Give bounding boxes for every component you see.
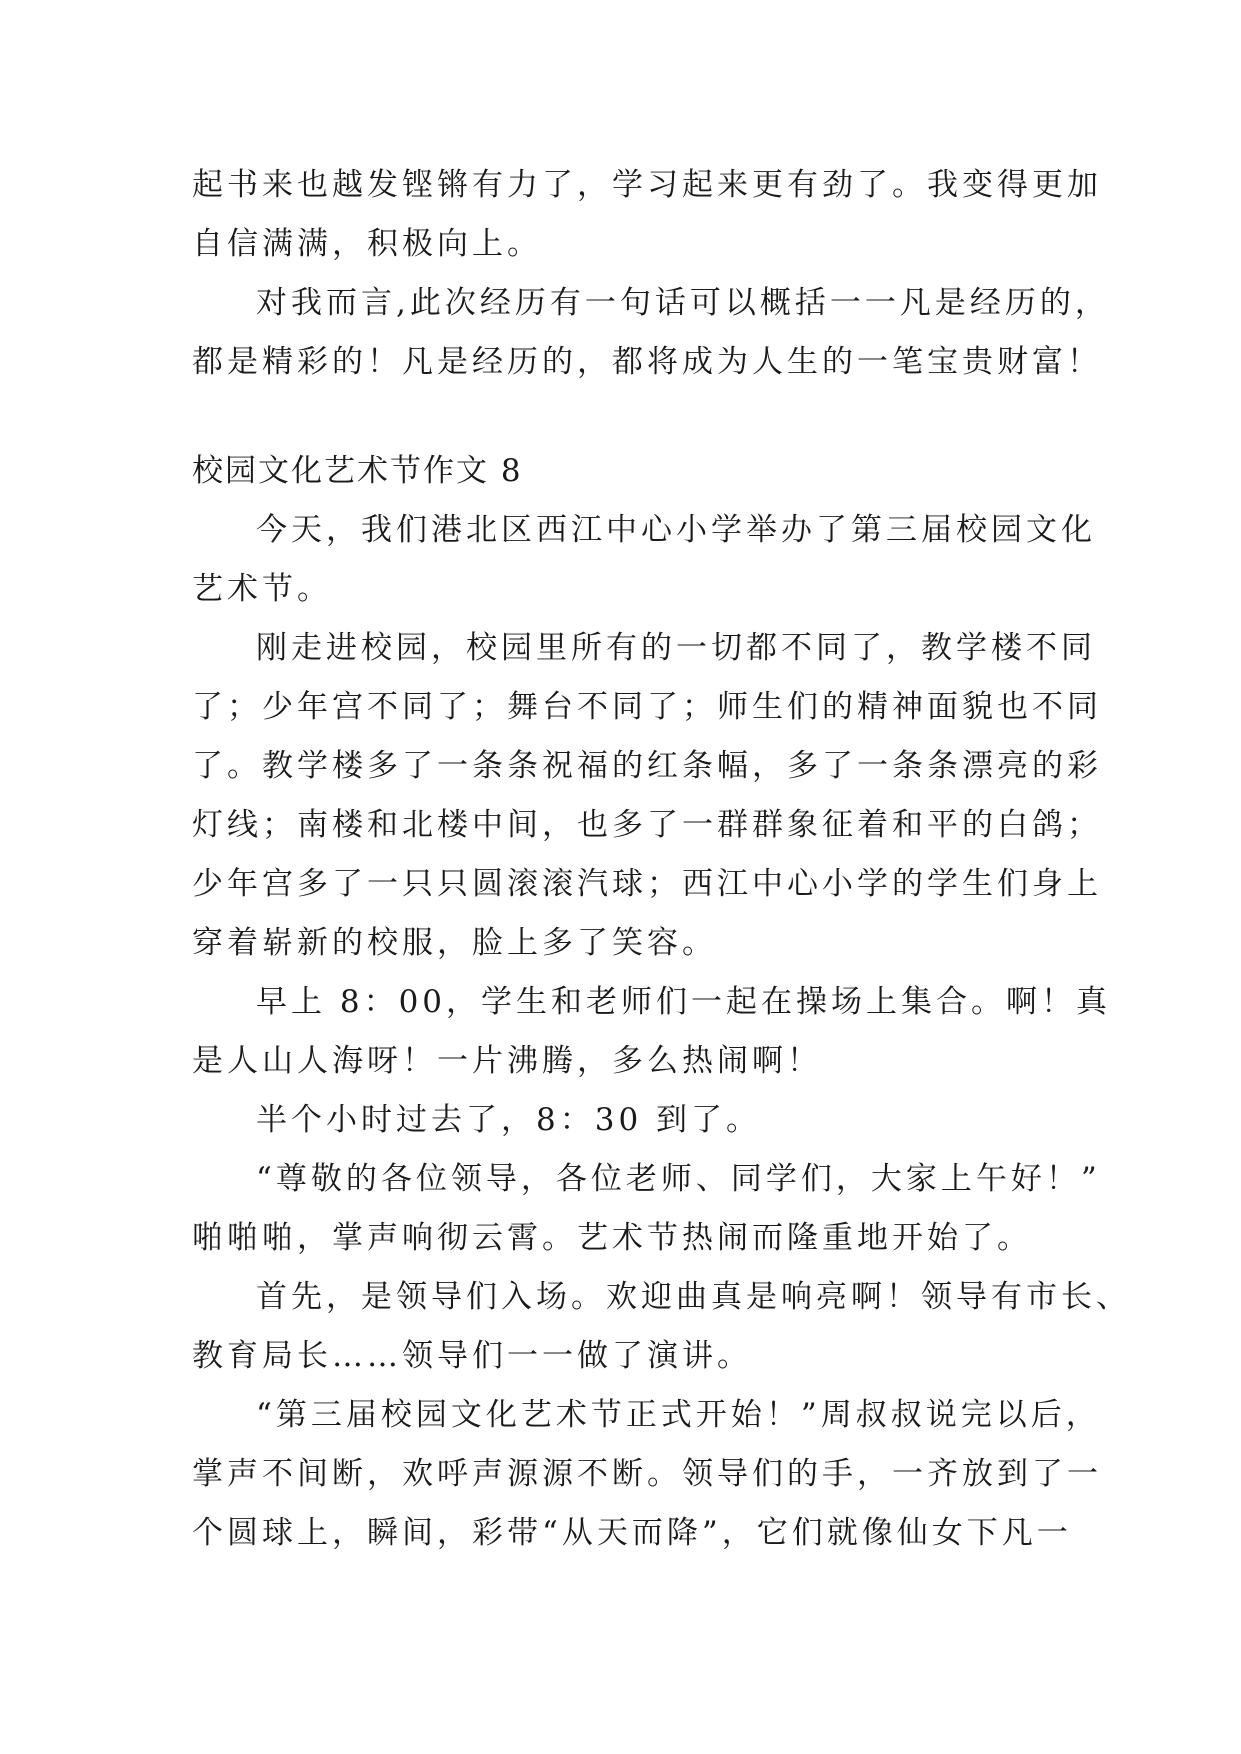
text-line: 都是精彩的！凡是经历的，都将成为人生的一笔宝贵财富！ — [192, 344, 1102, 380]
text-line: 艺术节。 — [192, 571, 332, 607]
text-line: 掌声不间断，欢呼声源源不断。领导们的手，一齐放到了一 — [192, 1456, 1102, 1492]
text-line: 穿着崭新的校服，脸上多了笑容。 — [192, 925, 717, 961]
text-line: 了；少年宫不同了；舞台不同了；师生们的精神面貌也不同 — [192, 689, 1102, 725]
text-line: 半个小时过去了，8：30 到了。 — [256, 1102, 762, 1138]
section-title: 校园文化艺术节作文 8 — [192, 453, 523, 489]
text-line: 是人山人海呀！一片沸腾，多么热闹啊！ — [192, 1043, 822, 1079]
text-line: “尊敬的各位领导，各位老师、同学们，大家上午好！” — [256, 1161, 1101, 1197]
text-line: 了。教学楼多了一条条祝福的红条幅，多了一条条漂亮的彩 — [192, 748, 1102, 784]
text-line: 今天，我们港北区西江中心小学举办了第三届校园文化 — [256, 512, 1096, 548]
text-line: 刚走进校园，校园里所有的一切都不同了，教学楼不同 — [256, 630, 1096, 666]
text-line: 对我而言,此次经历有一句话可以概括一一凡是经历的， — [256, 285, 1110, 321]
text-line: 个圆球上，瞬间，彩带“从天而降”，它们就像仙女下凡一 — [192, 1515, 1072, 1551]
text-line: 啪啪啪，掌声响彻云霄。艺术节热闹而隆重地开始了。 — [192, 1220, 1032, 1256]
text-line: 少年宫多了一只只圆滚滚汽球；西江中心小学的学生们身上 — [192, 866, 1102, 902]
text-line: 自信满满，积极向上。 — [192, 226, 542, 262]
text-line: 首先，是领导们入场。欢迎曲真是响亮啊！领导有市长、 — [256, 1279, 1131, 1315]
text-line: “第三届校园文化艺术节正式开始！”周叔叔说完以后， — [256, 1397, 1101, 1433]
text-line: 起书来也越发铿锵有力了，学习起来更有劲了。我变得更加 — [192, 167, 1102, 203]
text-line: 灯线；南楼和北楼中间，也多了一群群象征着和平的白鸽； — [192, 807, 1102, 843]
text-line: 早上 8：00，学生和老师们一起在操场上集合。啊！真 — [256, 984, 1112, 1020]
text-line: 教育局长……领导们一一做了演讲。 — [192, 1338, 752, 1374]
